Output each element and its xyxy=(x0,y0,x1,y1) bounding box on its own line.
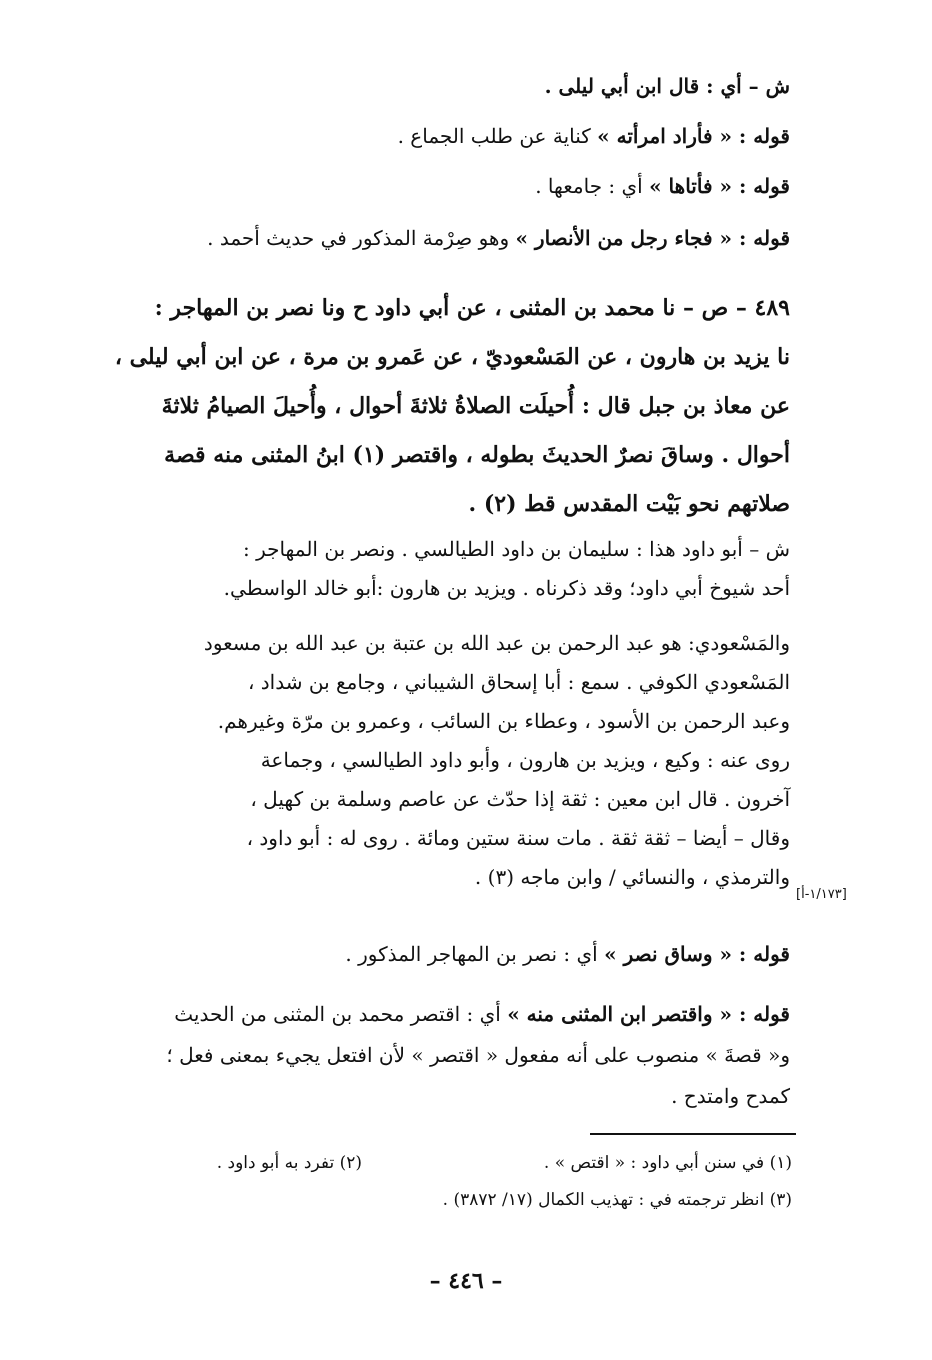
line-2-bold: قوله : « فأراد امرأته » xyxy=(597,124,790,148)
qawluh-line-1 xyxy=(90,942,790,966)
line-3-bold: قوله : « فأتاها » xyxy=(649,174,790,198)
line-3-rest: أي : جامعها . xyxy=(535,174,650,198)
footnote-2: (٢) تفرد به أبو داود . xyxy=(216,1153,362,1173)
line-1-text: ش – أي : قال ابن أبي ليلى . xyxy=(544,74,790,98)
qawluh-1-bold: قوله : « وساق نصر » xyxy=(604,942,790,966)
sharh-line-4: المَسْعودي الكوفي . سمع : أبا إسحاق الشيباني ، وجامع بن شداد ، xyxy=(247,670,790,694)
margin-folio-note: [١/١٧٣-أ] xyxy=(796,887,847,902)
text-line-3 xyxy=(90,174,790,198)
sharh-line-2: أحد شيوخ أبي داود؛ وقد ذكرناه . ويزيد بن هارون :أبو خالد الواسطي. xyxy=(223,576,790,600)
hadith-line-2: نا يزيد بن هارون ، عن المَسْعوديّ ، عن عَمرو بن مرة ، عن ابن أبي ليلى ، xyxy=(114,344,790,370)
sharh-line-5: وعبد الرحمن بن الأسود ، وعطاء بن السائب ، وعمرو بن مرّة وغيرهم. xyxy=(217,709,790,733)
qawluh-block-2 xyxy=(110,994,790,1117)
sharh-line-9: والترمذي ، والنسائي / وابن ماجه (٣) . xyxy=(474,865,790,889)
line-2-rest: كناية عن طلب الجماع . xyxy=(397,124,598,148)
footnote-1: (١) في سنن أبي داود : « اقتص » . xyxy=(543,1153,792,1173)
hadith-line-4: أحوال . وساقَ نصرٌ الحديثَ بطوله ، واقتصر (١) ابنُ المثنى منه قصة xyxy=(164,442,790,468)
page-number: – ٤٤٦ – xyxy=(429,1268,503,1294)
qawluh-2-rest: أي : اقتصر محمد بن المثنى من الحديث xyxy=(174,1002,508,1026)
text-line-2 xyxy=(90,124,790,148)
sharh-line-8: وقال – أيضا – ثقة ثقة . مات سنة ستين ومائة . روى له : أبو داود ، xyxy=(246,826,790,850)
hadith-line-3: عن معاذ بن جبل قال : أُحيلَت الصلاةُ ثلاثةَ أحوال ، وأُحيلَ الصيامُ ثلاثةَ xyxy=(161,393,790,419)
qawluh-2-line-1 xyxy=(110,994,790,1035)
qawluh-2-line-3: كمدح وامتدح . xyxy=(671,1084,790,1108)
hadith-block xyxy=(110,284,790,529)
line-4-bold: قوله : « فجاء رجل من الأنصار » xyxy=(515,226,790,250)
footnote-divider xyxy=(590,1133,796,1135)
footnote-3: (٣) انظر ترجمته في : تهذيب الكمال (١٧/ ٣٨٧٢) . xyxy=(442,1190,792,1210)
text-line-1 xyxy=(90,74,790,98)
line-4-rest: وهو صِرْمة المذكور في حديث أحمد . xyxy=(207,226,516,250)
qawluh-2-line-2: و« قصةَ » منصوب على أنه مفعول « اقتصر » لأن افتعل يجيء بمعنى فعل ؛ xyxy=(166,1043,790,1067)
sharh-line-1: ش – أبو داود هذا : سليمان بن داود الطيالسي . ونصر بن المهاجر : xyxy=(242,537,790,561)
text-line-4 xyxy=(90,226,790,250)
hadith-line-1: ٤٨٩ – ص – نا محمد بن المثنى ، عن أبي داود ح ونا نصر بن المهاجر : xyxy=(154,295,790,321)
sharh-line-6: روى عنه : وكيع ، ويزيد بن هارون ، وأبو داود الطيالسي ، وجماعة xyxy=(260,748,790,772)
qawluh-2-bold: قوله : « واقتصر ابن المثنى منه » xyxy=(507,1002,790,1026)
sharh-line-7: آخرون . قال ابن معين : ثقة إذا حدّث عن عاصم وسلمة بن كهيل ، xyxy=(250,787,790,811)
sharh-block-2 xyxy=(110,624,790,897)
hadith-line-5: صلاتهم نحو بَيْت المقدس قط (٢) . xyxy=(468,491,790,517)
qawluh-1-rest: أي : نصر بن المهاجر المذكور . xyxy=(345,942,605,966)
sharh-block-1 xyxy=(110,530,790,608)
sharh-line-3: والمَسْعودي: هو عبد الرحمن بن عبد الله بن عتبة بن عبد الله بن مسعود xyxy=(203,631,790,655)
